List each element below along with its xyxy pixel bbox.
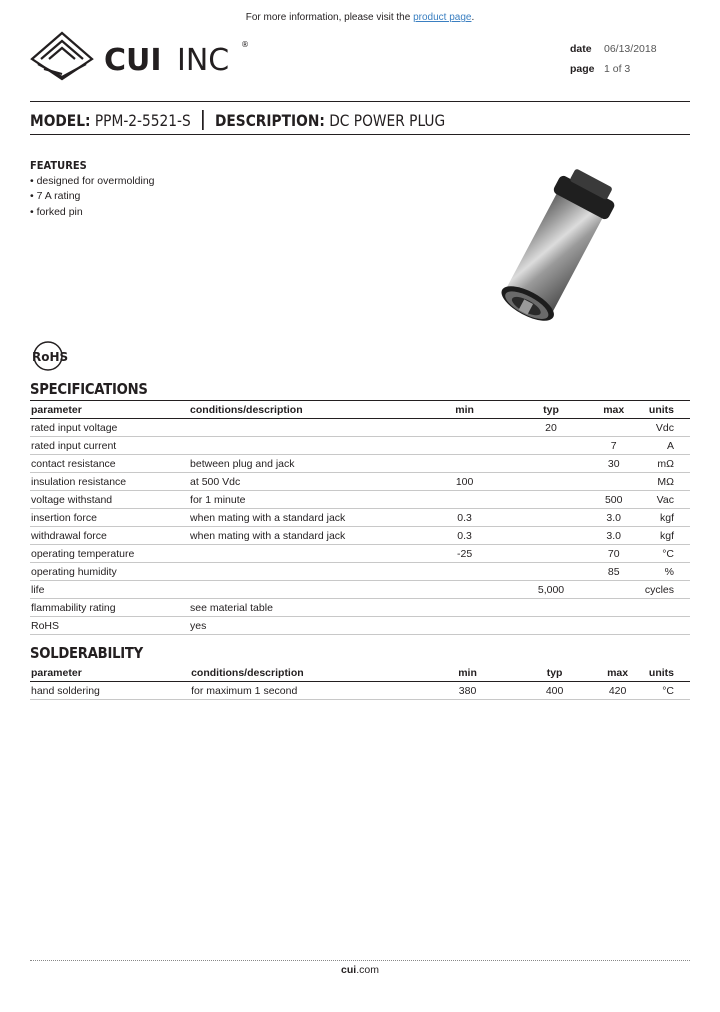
- cell-conditions: see material table: [189, 599, 411, 617]
- table-row: [30, 473, 690, 491]
- cell-min: [411, 563, 519, 581]
- cell-units: mΩ: [644, 455, 690, 473]
- cell-typ: [518, 563, 583, 581]
- cell-typ: [518, 455, 583, 473]
- header-conditions: conditions/description: [190, 664, 413, 682]
- cell-conditions: at 500 Vdc: [189, 473, 411, 491]
- cell-conditions: for 1 minute: [189, 491, 411, 509]
- description-label: DESCRIPTION:: [214, 111, 325, 130]
- top-info-suffix: .: [471, 12, 475, 23]
- cell-typ: [518, 599, 583, 617]
- cell-conditions: between plug and jack: [189, 455, 411, 473]
- specifications-table: [30, 400, 690, 635]
- cell-units: °C: [644, 545, 690, 563]
- cell-parameter: withdrawal force: [30, 527, 189, 545]
- footer-divider: [30, 960, 690, 961]
- document-meta: [570, 43, 680, 83]
- cell-max: 85: [584, 563, 644, 581]
- cell-parameter: contact resistance: [30, 455, 189, 473]
- cell-conditions: [189, 563, 411, 581]
- table-row: [30, 545, 690, 563]
- table-row: [30, 509, 690, 527]
- cell-conditions: yes: [189, 617, 411, 635]
- cell-conditions: [189, 437, 411, 455]
- cell-max: [584, 599, 644, 617]
- product-image: [455, 160, 655, 340]
- table-row: [30, 491, 690, 509]
- cell-units: cycles: [644, 581, 690, 599]
- cell-parameter: rated input voltage: [30, 419, 189, 437]
- cell-max: 420: [587, 682, 648, 700]
- model-title-bar: [30, 110, 445, 130]
- cui-logo-mark-icon: [30, 27, 260, 81]
- cell-max: [584, 473, 644, 491]
- header-min: min: [411, 401, 519, 419]
- table-row: [30, 599, 690, 617]
- cell-typ: [518, 509, 583, 527]
- product-page-link[interactable]: product page: [413, 12, 472, 23]
- cell-typ: [518, 545, 583, 563]
- cell-parameter: rated input current: [30, 437, 189, 455]
- cell-typ: 5,000: [518, 581, 583, 599]
- top-info-prefix: For more information, please visit the: [245, 12, 411, 23]
- cell-typ: [518, 473, 583, 491]
- cell-min: [411, 419, 519, 437]
- header-divider-top: [30, 101, 690, 102]
- cell-parameter: operating temperature: [30, 545, 189, 563]
- date-label: date: [570, 43, 592, 55]
- cell-min: [411, 491, 519, 509]
- cell-max: 7: [584, 437, 644, 455]
- header-parameter: parameter: [30, 664, 190, 682]
- table-row: [30, 682, 690, 700]
- cell-min: [411, 617, 519, 635]
- cell-min: [411, 455, 519, 473]
- feature-item: • 7 A rating: [30, 190, 81, 202]
- solderability-table: [30, 664, 690, 700]
- cell-units: [644, 599, 690, 617]
- cell-parameter: insulation resistance: [30, 473, 189, 491]
- cell-parameter: RoHS: [30, 617, 189, 635]
- table-row: [30, 419, 690, 437]
- header-parameter: parameter: [30, 401, 189, 419]
- cell-max: 30: [584, 455, 644, 473]
- header-units: units: [644, 401, 690, 419]
- cell-parameter: flammability rating: [30, 599, 189, 617]
- cell-min: [411, 581, 519, 599]
- title-separator: [202, 110, 204, 130]
- header-max: max: [587, 664, 648, 682]
- brand-name-light: INC: [177, 43, 230, 78]
- features-section: [30, 158, 155, 220]
- cell-max: [584, 419, 644, 437]
- cell-conditions: [189, 545, 411, 563]
- features-heading: FEATURES: [30, 159, 87, 172]
- table-row: [30, 527, 690, 545]
- cell-conditions: for maximum 1 second: [190, 682, 413, 700]
- cell-max: [584, 581, 644, 599]
- cell-units: °C: [648, 682, 690, 700]
- registered-mark: ®: [241, 40, 249, 49]
- cell-units: MΩ: [644, 473, 690, 491]
- cell-min: 100: [411, 473, 519, 491]
- table-header-row: [30, 401, 690, 419]
- cell-conditions: when mating with a standard jack: [189, 509, 411, 527]
- footer-bold: cui: [341, 964, 357, 976]
- cell-units: kgf: [644, 527, 690, 545]
- table-row: [30, 455, 690, 473]
- table-row: [30, 581, 690, 599]
- cell-parameter: life: [30, 581, 189, 599]
- solderability-title: SOLDERABILITY: [30, 644, 143, 662]
- header-units: units: [648, 664, 690, 682]
- cell-units: A: [644, 437, 690, 455]
- cell-min: 0.3: [411, 509, 519, 527]
- table-header-row: [30, 664, 690, 682]
- header-min: min: [413, 664, 522, 682]
- cell-conditions: when mating with a standard jack: [189, 527, 411, 545]
- cell-conditions: [189, 419, 411, 437]
- cell-typ: [518, 491, 583, 509]
- header-typ: typ: [518, 401, 583, 419]
- header-typ: typ: [522, 664, 587, 682]
- specifications-title: SPECIFICATIONS: [30, 380, 148, 398]
- cell-parameter: hand soldering: [30, 682, 190, 700]
- cell-max: 70: [584, 545, 644, 563]
- cell-units: [644, 617, 690, 635]
- page-label: page: [570, 63, 595, 75]
- cell-typ: [518, 437, 583, 455]
- cell-parameter: voltage withstand: [30, 491, 189, 509]
- header-divider-bottom: [30, 134, 690, 135]
- cell-min: -25: [411, 545, 519, 563]
- table-row: [30, 617, 690, 635]
- cell-units: %: [644, 563, 690, 581]
- feature-item: • forked pin: [30, 205, 83, 218]
- cell-parameter: operating humidity: [30, 563, 189, 581]
- table-row: [30, 437, 690, 455]
- solderability-body: [30, 682, 690, 700]
- cell-parameter: insertion force: [30, 509, 189, 527]
- description-value: DC POWER PLUG: [329, 111, 446, 130]
- cell-units: Vdc: [644, 419, 690, 437]
- cui-logo: [30, 27, 260, 81]
- cell-max: 500: [584, 491, 644, 509]
- cell-max: 3.0: [584, 509, 644, 527]
- header-conditions: conditions/description: [189, 401, 411, 419]
- specifications-body: [30, 419, 690, 635]
- cell-typ: [518, 617, 583, 635]
- table-row: [30, 563, 690, 581]
- cell-units: kgf: [644, 509, 690, 527]
- page-value: 1 of 3: [604, 63, 631, 75]
- footer: [0, 964, 720, 976]
- cell-conditions: [189, 581, 411, 599]
- top-info-line: [0, 12, 720, 23]
- cell-typ: 400: [522, 682, 587, 700]
- cell-typ: [518, 527, 583, 545]
- model-label: MODEL:: [30, 111, 91, 130]
- cell-max: [584, 617, 644, 635]
- cell-min: 0.3: [411, 527, 519, 545]
- cell-min: 380: [413, 682, 522, 700]
- cell-units: Vac: [644, 491, 690, 509]
- rohs-logo: [30, 340, 68, 372]
- header-max: max: [584, 401, 644, 419]
- rohs-text: RoHS: [32, 350, 68, 364]
- cell-max: 3.0: [584, 527, 644, 545]
- cell-typ: 20: [518, 419, 583, 437]
- footer-rest: .com: [356, 964, 379, 976]
- feature-item: • designed for overmolding: [30, 174, 155, 187]
- brand-name-bold: CUI: [104, 43, 162, 78]
- date-value: 06/13/2018: [604, 43, 657, 55]
- cell-min: [411, 437, 519, 455]
- model-value: PPM-2-5521-S: [94, 111, 191, 130]
- cell-min: [411, 599, 519, 617]
